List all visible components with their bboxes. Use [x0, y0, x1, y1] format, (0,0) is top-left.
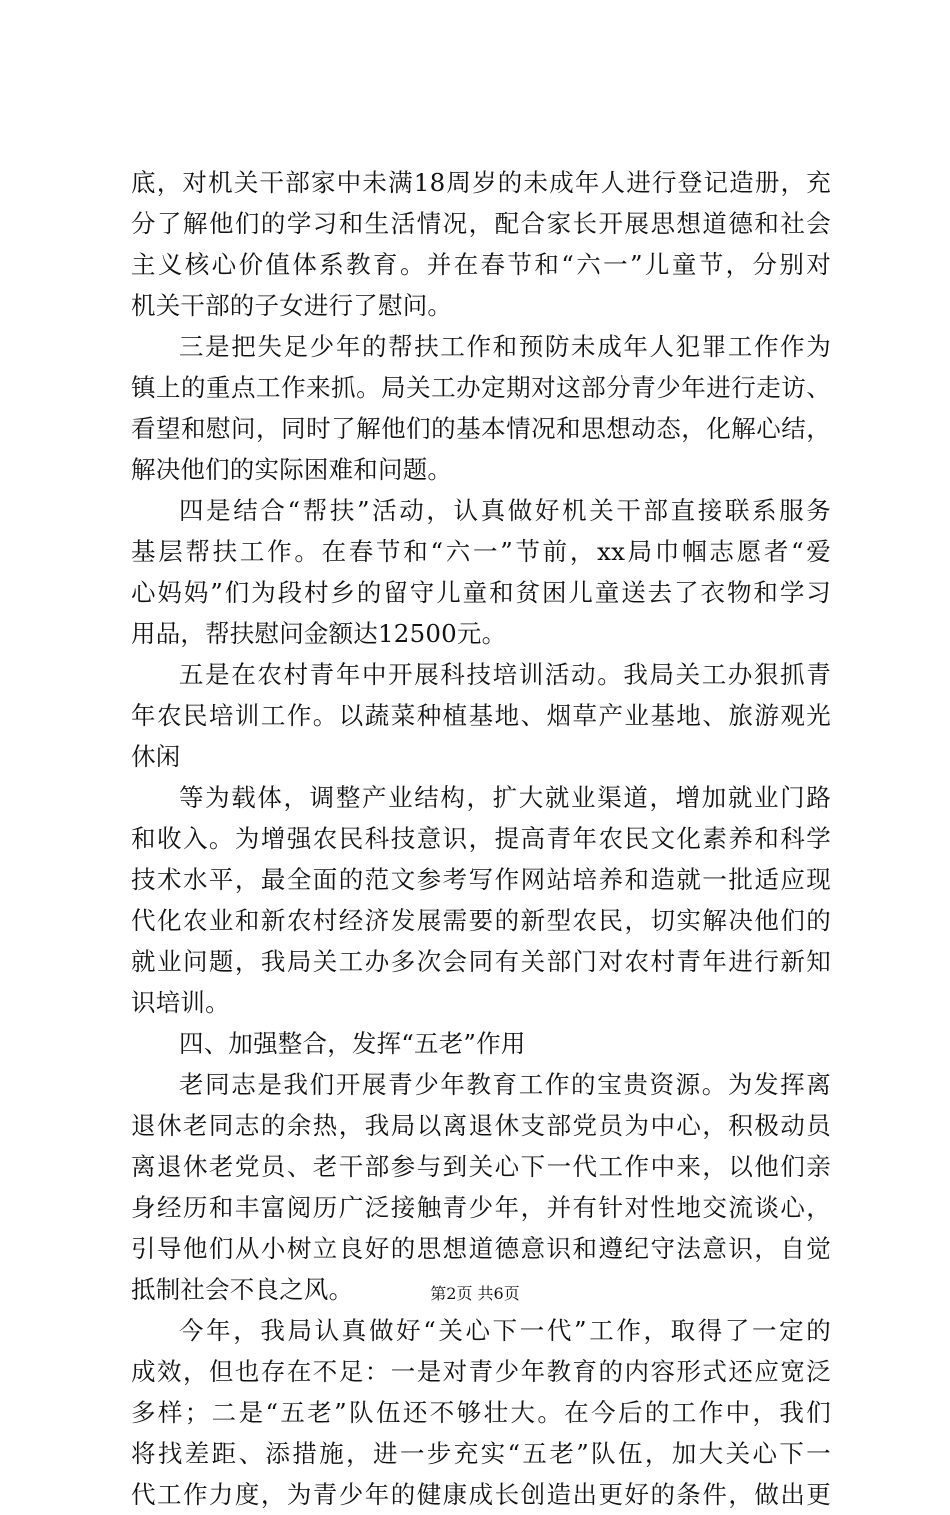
text-line: 就业问题，我局关工办多次会同有关部门对农村青年进行新知	[131, 947, 831, 976]
text-line: 抵制社会不良之风。	[131, 1275, 354, 1304]
text-line: 四是结合“帮扶”活动，认真做好机关干部直接联系服务	[179, 496, 831, 525]
text-line: 代工作力度，为青少年的健康成长创造出更好的条件，做出更	[131, 1480, 831, 1509]
text-line: 三是把失足少年的帮扶工作和预防未成年人犯罪工作作为	[179, 332, 831, 361]
text-line: 基层帮扶工作。在春节和“六一”节前，xx局巾帼志愿者“爱	[131, 537, 831, 566]
text-line: 技术水平，最全面的范文参考写作网站培养和造就一批适应现	[131, 865, 831, 894]
page-footer: 第2页 共6页	[430, 1284, 520, 1303]
text-line: 和收入。为增强农民科技意识，提高青年农民文化素养和科学	[131, 824, 831, 853]
text-line: 主义核心价值体系教育。并在春节和“六一”儿童节，分别对	[131, 250, 831, 279]
text-line: 等为载体，调整产业结构，扩大就业渠道，增加就业门路	[179, 783, 831, 812]
text-line: 四、加强整合，发挥“五老”作用	[179, 1029, 526, 1058]
text-line: 老同志是我们开展青少年教育工作的宝贵资源。为发挥离	[179, 1070, 831, 1099]
text-line: 代化农业和新农村经济发展需要的新型农民，切实解决他们的	[131, 906, 831, 935]
text-line: 休闲	[131, 742, 181, 771]
text-line: 解决他们的实际困难和问题。	[131, 455, 453, 484]
text-line: 识培训。	[131, 988, 230, 1017]
text-line: 分了解他们的学习和生活情况，配合家长开展思想道德和社会	[131, 209, 831, 238]
text-line: 多样；二是“五老”队伍还不够壮大。在今后的工作中，我们	[131, 1398, 831, 1427]
text-line: 将找差距、添措施，进一步充实“五老”队伍，加大关心下一	[131, 1439, 831, 1468]
text-line: 五是在农村青年中开展科技培训活动。我局关工办狠抓青	[179, 660, 831, 689]
text-line: 离退休老党员、老干部参与到关心下一代工作中来，以他们亲	[131, 1152, 831, 1181]
text-line: 引导他们从小树立良好的思想道德意识和遵纪守法意识，自觉	[131, 1234, 831, 1263]
text-line: 心妈妈”们为段村乡的留守儿童和贫困儿童送去了衣物和学习	[131, 578, 831, 607]
text-line: 看望和慰问，同时了解他们的基本情况和思想动态，化解心结，	[131, 414, 831, 443]
text-line: 今年，我局认真做好“关心下一代”工作，取得了一定的	[179, 1316, 831, 1345]
text-line: 用品，帮扶慰问金额达12500元。	[131, 619, 507, 648]
text-line: 底，对机关干部家中未满18周岁的未成年人进行登记造册，充	[131, 168, 831, 197]
document-body	[131, 162, 831, 1515]
text-line: 镇上的重点工作来抓。局关工办定期对这部分青少年进行走访、	[131, 373, 831, 402]
text-line: 年农民培训工作。以蔬菜种植基地、烟草产业基地、旅游观光	[131, 701, 831, 730]
text-line: 成效，但也存在不足：一是对青少年教育的内容形式还应宽泛	[131, 1357, 831, 1386]
text-line: 身经历和丰富阅历广泛接触青少年，并有针对性地交流谈心，	[131, 1193, 831, 1222]
text-line: 退休老同志的余热，我局以离退休支部党员为中心，积极动员	[131, 1111, 831, 1140]
text-line: 机关干部的子女进行了慰问。	[131, 291, 453, 320]
